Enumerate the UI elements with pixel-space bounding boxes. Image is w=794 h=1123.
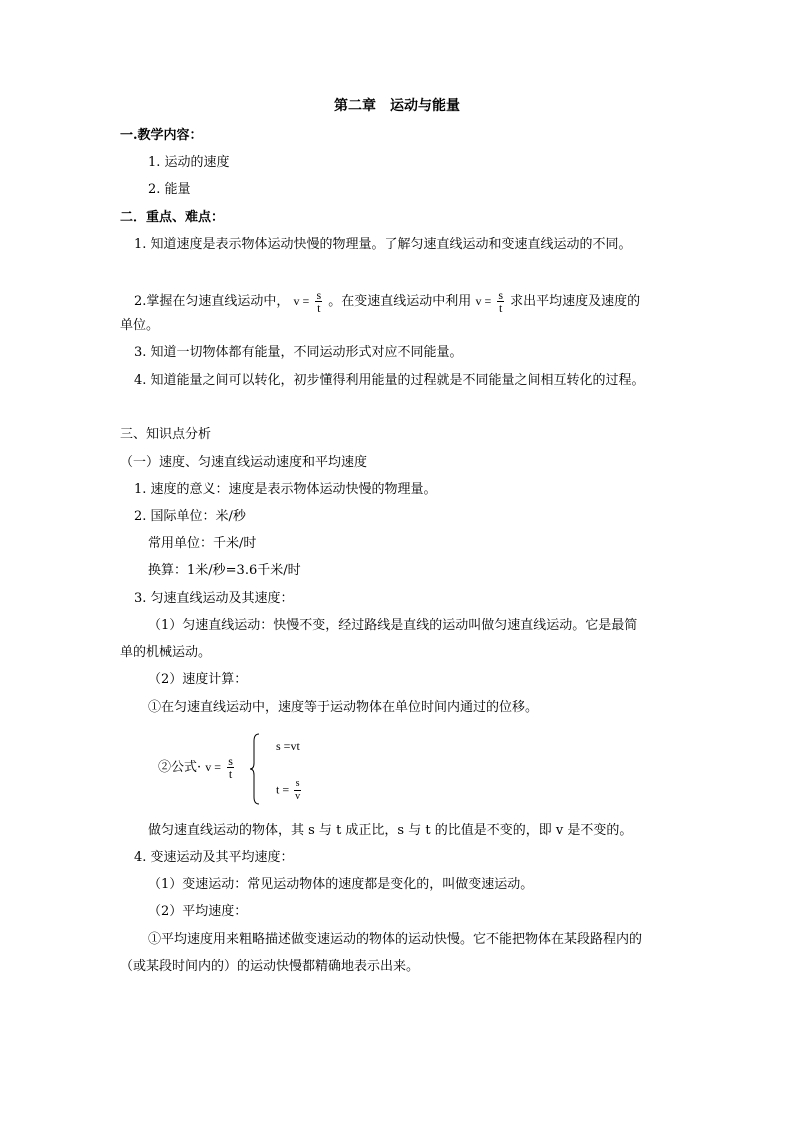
formula-label: ②公式· — [158, 760, 202, 775]
section3-line-2c: 换算：1米/秒=3.6千米/时 — [148, 563, 301, 578]
section3-line-4a: （1）变速运动：常见运动物体的速度都是变化的，叫做变速运动。 — [148, 877, 534, 892]
section3-line-3c: 做匀速直线运动的物体，其 s 与 t 成正比，s 与 t 的比值是不变的，即 v 是不变的。 — [148, 823, 633, 838]
formula-v-lhs: v = — [293, 294, 310, 308]
fraction-denominator: t — [317, 301, 321, 315]
section1-item-2: 2. 能量 — [148, 182, 191, 197]
formula-eq-time-lhs: t = — [276, 782, 290, 797]
section3-line-3b: （2）速度计算： — [148, 672, 248, 687]
section2-point-2-cont: 单位。 — [120, 318, 160, 333]
formula-numerator: s — [228, 754, 233, 768]
section2-point-4: 4. 知道能量之间可以转化，初步懂得利用能量的过程就是不同能量之间相互转化的过程。 — [134, 373, 645, 388]
section1-item-1: 1. 运动的速度 — [148, 155, 230, 170]
formula-eq-time — [276, 778, 303, 803]
section2-point-1: 1. 知道速度是表示物体运动快慢的物理量。了解匀速直线运动和变速直线运动的不同。 — [134, 237, 632, 252]
section3-line-3a: （1）匀速直线运动：快慢不变，经过路线是直线的运动叫做匀速直线运动。它是最简 — [148, 618, 638, 633]
formula-eq-time-denominator: v — [295, 791, 301, 802]
section3-line-4b1: ①平均速度用来粗略描述做变速运动的物体的运动快慢。它不能把物体在某段路程内的 — [148, 932, 643, 947]
section3-line-4b: （2）平均速度： — [148, 904, 248, 919]
formula-v-fraction — [315, 289, 322, 314]
formula-lhs: v = — [205, 760, 222, 774]
section2-point-3: 3. 知道一切物体都有能量，不同运动形式对应不同能量。 — [134, 345, 463, 360]
section3-sub1: （一）速度、匀速直线运动速度和平均速度 — [120, 455, 368, 470]
fraction-numerator: s — [316, 288, 322, 302]
fraction-denominator-2: t — [499, 301, 503, 315]
section3-line-2b: 常用单位：千米/时 — [148, 536, 257, 551]
formula-eq-time-fraction — [294, 778, 301, 803]
fraction-numerator-2: s — [498, 288, 504, 302]
formula-v-fraction-2 — [497, 289, 504, 314]
section2-point-2 — [134, 289, 640, 314]
formula-fraction — [227, 755, 234, 780]
section2-point-2-text-a: 2.掌握在匀速直线运动中， — [134, 294, 290, 309]
formula-v-lhs-2: v = — [475, 294, 492, 308]
section3-line-3b1: ①在匀速直线运动中，速度等于运动物体在单位时间内通过的位移。 — [148, 700, 539, 715]
section3-line-4: 4. 变速运动及其平均速度： — [134, 850, 294, 865]
formula-eq-time-numerator: s — [295, 778, 300, 789]
section3-line-3a-cont: 单的机械运动。 — [120, 645, 212, 660]
section3-line-3: 3. 匀速直线运动及其速度： — [134, 591, 294, 606]
formula-block-label — [158, 755, 236, 780]
section3-line-4b1-cont: （或某段时间内的）的运动快慢都精确地表示出来。 — [120, 959, 420, 974]
section2-point-2-text-b: 。在变速直线运动中利用 — [328, 294, 472, 309]
section3-heading: 三、知识点分析 — [120, 427, 212, 442]
formula-denominator: t — [228, 767, 233, 781]
left-brace — [250, 733, 260, 805]
section3-line-1: 1. 速度的意义：速度是表示物体运动快慢的物理量。 — [134, 482, 437, 497]
section2-heading: 二．重点、难点： — [120, 210, 225, 225]
chapter-title: 第二章 运动与能量 — [334, 98, 460, 114]
section2-point-2-text-c: 求出平均速度及速度的 — [510, 294, 641, 309]
section3-line-2: 2. 国际单位：米/秒 — [134, 509, 246, 524]
formula-eq-distance: s =vt — [276, 739, 300, 753]
section1-heading: 一.教学内容： — [120, 128, 203, 143]
